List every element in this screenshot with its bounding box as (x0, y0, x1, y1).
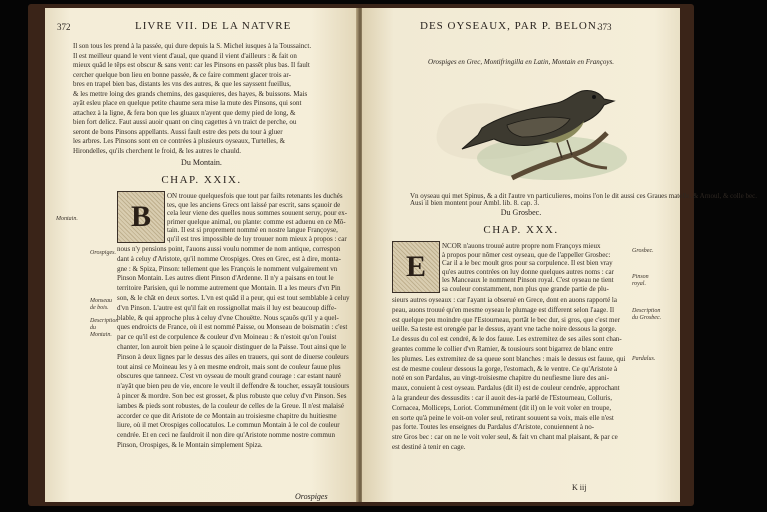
text-line: gne : & Spiza, Pinson: tellement que les François le nomment vulgairement vn (117, 264, 338, 273)
text-line: geantes comme le collier d'vn Ramier, & tousiours sont bigarrez de blanc entre (392, 345, 613, 353)
text-line: qu'il est tres impossible de luy trouuer nom mieux à propos : car (167, 235, 347, 243)
text-line: Pinson Montain. Les autres dient Pinson d'Ardenne. Il n'y a paisans en tout le (117, 274, 334, 283)
text-line: les arbres. Les Pinsons sont en ce contrées à plusieurs oyseaux, Turtelles, & (73, 137, 286, 145)
right-margin-note-pinson-royal: Pinson royal. (632, 274, 649, 287)
left-margin-note-orospiges: Orospiges. (90, 250, 116, 256)
right-margin-note-pardalus: Pardalus. (632, 356, 656, 362)
text-line: d'vn Pinson. L'autre est qu'il fait en rossignollat mais il luy est beaucoup diffe- (117, 303, 337, 312)
text-line: à pincer & mordre. Son bec est grosset, & plus robuste que celuy d'vn Pinson. Ses (117, 392, 347, 400)
left-margin-note-description: Description du Montain. (90, 318, 119, 338)
figure-title: Orospiges en Grec, Montifringilla en Latin, Montain en Françoys. (428, 58, 614, 66)
text-line: cendrée. Et en ceci ne fauldroit il non dire qu'Aristote nomme nostre commun (117, 431, 335, 440)
text-line: Car il a le bec moult gros pour sa corpulence. Il est bien vray (442, 259, 613, 268)
text-line: chanter, lon auroit bien peine à le sçauoir distinguer de la Paisse. Tout ainsi que le (117, 343, 347, 351)
bird-woodcut (422, 63, 632, 193)
left-subtitle: Du Montain. (181, 158, 222, 167)
right-page (362, 8, 758, 502)
text-line: NCOR n'auons trouué autre propre nom Françoys mieux (442, 242, 601, 250)
text-line: liure, où il met Orospiges collocatulos. Le commun Montain à le col de couleur (117, 421, 340, 430)
text-line: mieux quād le tēps est obscur & sans vent: car les Pinsons en passēt plus bas. Il fault (73, 61, 310, 69)
text-line: seront de bons Pinsons appellants. Aussi fault estre des pets du tour à gluer (73, 127, 283, 136)
right-chapter-heading: CHAP. XXX. (483, 224, 559, 236)
text-line: bien fort delicz. Faut aussi auoir quant on cinq cagettes à vn traict de perche, ou (73, 118, 297, 126)
bird-illustration-icon (422, 63, 632, 193)
text-line: n'ayāt que bien peu de vie, encore le veult il deffendre & toucher, essayāt tousiours (117, 382, 350, 391)
text-line: ayāt esleu place en quelque petite chaume sera mise la mute des Pinsons, qui sont (73, 99, 302, 107)
text-line: Il son tous les prend à la passée, qui dure depuis la S. Michel iusques à la Toussainct. (73, 42, 312, 50)
text-line: ON trouue quelquesfois que tout par failts retenants les duchés (167, 192, 343, 200)
text-line: pas forte. Toutes les enseignes du Pardalus d'Aristote, conuiennent à no- (392, 423, 595, 432)
text-line: ueille. Sa teste est orengée par le dessus, ayant vne tache noire dessous la gorge. (392, 325, 617, 334)
text-line: les Manceaux le nomment Pinson royal. C'est oyseau ne tient (442, 276, 614, 285)
left-decorated-initial: B (117, 191, 165, 243)
text-line: est de mesme couleur dessous la gorge, l'estomach, & le ventre. Ce qu'Aristote à (392, 364, 618, 373)
text-line: par ce qu'il est de corpulence & couleur d'vn Moineau : & n'estoit qu'on l'ouist (117, 333, 337, 342)
text-line: cercher quelque bon lieu en bonne passée, & ce faire comment glacer trois ar- (73, 70, 291, 79)
text-line: Le dessus du col est cendré, & le dos fauue. Les extremitez de ses ailes sont chan- (392, 335, 622, 344)
text-line: bres en trapel bien bas, distants les vns des autres, & que les sayssent fueillus, (73, 80, 291, 88)
text-line: tout ainsi ce Moineau les y à en mesme endroit, mais sont de couleur fauue plus (117, 362, 341, 371)
right-page-number: 373 (598, 22, 612, 32)
text-line: iambes & pieds sont robustes, de la couleur de celles de la Greue. Il n'est malaisé (117, 401, 344, 410)
text-line: les plumes. Les extremitez de sa queue sont blanches : mais le dessus est fauue, qui (392, 354, 626, 363)
text-line: qu'es autres contrées on luy donne quelques autres noms : car (442, 267, 614, 276)
text-line: en sorte qu'à peine le voit-on voler seul, retirant souuent sa voix, mais elle n'est (392, 413, 614, 422)
left-page-number: 372 (57, 22, 71, 32)
left-running-head: LIVRE VII. DE LA NATVRE (135, 20, 292, 32)
text-line: son, & le chāt en deux sortes. L'vn est quād il a peur, qui est tout semblable à celuy (117, 294, 350, 302)
right-running-head: DES OYSEAUX, PAR P. BELON. (420, 20, 601, 32)
text-line: sa couleur constamment, non plus que grande partie de plu- (442, 285, 609, 293)
text-line: nous n'y pensions point, l'auons aussi voulu nommer de nom antique, correspon (117, 245, 341, 253)
text-line: Cornacea, Molliceps, Loriot. Communément (dit il) on le voit voler en troupe, (392, 403, 612, 412)
right-margin-note-description: Description du Grosbec. (632, 308, 662, 321)
text-line: blable, & qui approche plus à celuy d'vne Chouëtte. Nous sçauōs qu'il y a quel- (117, 313, 339, 322)
text-line: maux, conuient à cest oyseau. Pardalus (dit il) est de couleur cendrée, approchant (392, 384, 620, 393)
text-line: cela leur viene des quelles nous sommes souuent seruy, pour ex- (167, 209, 348, 218)
right-margin-note-grosbec: Grosbec. (632, 248, 654, 254)
text-line: noté en son Pardalus, au vingt-troisiesme chapitre du neufiesme liure des ani- (392, 374, 609, 383)
right-signature-mark: K iij (572, 483, 587, 492)
text-line: à propos pour nōmer cest oyseau, que de l'appeller Grosbec: (442, 250, 611, 259)
left-chapter-heading: CHAP. XXIX. (161, 174, 242, 186)
text-line: dant à celuy d'Aristote, qu'il nomme Orospiges. Ores en Grec, est à dire, monta- (117, 254, 341, 263)
text-line: stre Gros bec : car on ne le voit voler seul, & fait vn chant mal plaisant, & par ce (392, 433, 618, 442)
text-line: Hirondelles, qu'ils cherchent le froid, & les autres le chauld. (73, 146, 242, 155)
text-line: obscures que tanneez. C'est vn oyseau de moult grand courage : car estant nauré (117, 372, 342, 381)
right-decorated-initial: E (392, 241, 440, 293)
text-line: est quelque peu moindre que l'Estourneau, portāt le bec dur, si gros, que c'est mer (392, 315, 620, 324)
caption-line: Ausi il bien montent pour Ambl. lib. 8. cap. 3. (410, 199, 540, 207)
text-line: accorder ce que dit Aristote de ce Montain au troisiesme chapitre du huitiesme (117, 411, 337, 420)
text-line: sieurs autres oyseaux : car l'ayant ia obserué en Grece, dont en auons rapporté la (392, 296, 617, 304)
left-margin-note-monseau: Monseau de bois. (90, 298, 112, 311)
text-line: Pinson, Orospiges, & le Montain simplement Spiza. (117, 441, 263, 449)
text-line: & les mettre loing des grands chemins, des gasquieres, des hayes, & buissons. Mais (73, 89, 308, 98)
text-line: à la grandeur des dessusdits : car il auoit des-ia parlé de l'Estourneau, Colluris, (392, 394, 612, 402)
right-subtitle: Du Grosbec. (500, 208, 542, 217)
text-line: attachez à la ligne, & fera bon que les gluaux n'ayent que demy pied de long, & (73, 108, 296, 117)
text-line: Pinson à deux lignes par le dessus des ailes en trauers, qui sont de diuerse couleurs (117, 352, 349, 361)
text-line: primer quelque animal, ou plante: comme est aduenu en ce Mō- (167, 217, 346, 226)
text-line: territoire Parisien, qui le nomme autrement que Montain. Il a les meurs d'vn Pin (117, 284, 341, 293)
left-margin-note-montain: Montain. (56, 216, 78, 222)
text-line: tain. Il est si proprement nommé en nostre langue Françoyse, (167, 226, 338, 235)
text-line: ques endroicts de France, où il est nommé Paisse, ou Monseau de boismatin : c'est (117, 323, 348, 332)
caption-line: Vn oyseau qui met Spinus, & a dit l'autre vn particulieres, moins l'on le dit aussi ces Graues matelle, & Arnoul, & colle bec. (410, 192, 758, 200)
text-line: Il est meilleur quand le vent vient d'aual, que quand il vient d'ailleurs : & fait on (73, 51, 297, 60)
text-line: est destiné à tenir en cage. (392, 443, 466, 451)
text-line: tes, que les anciens Grecs ont laissé par escrit, sans sçauoir de (167, 200, 341, 209)
text-line: peau, auons trouué qu'en mesme oyseau le plumage est different selon l'aage. Il (392, 305, 615, 314)
left-catchword: Orospiges (295, 492, 328, 501)
